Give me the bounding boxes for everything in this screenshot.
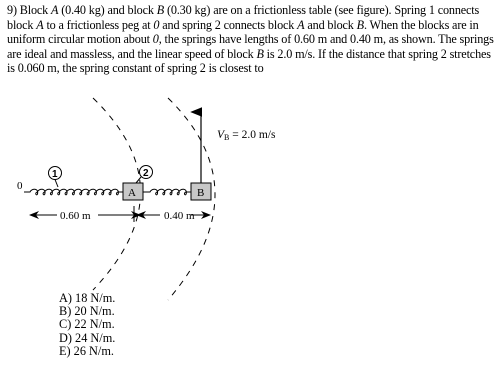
answer-choices: [59, 292, 115, 358]
block-b-ref-2: B: [356, 17, 364, 32]
block-b-ref-3: B: [256, 46, 264, 61]
and-word: and: [329, 32, 348, 47]
block-a-ref-3: A: [297, 17, 305, 32]
block-b-label: B: [197, 187, 205, 199]
question-text-7: , as shown. The springs are ideal and massless, and the linear speed of block: [7, 32, 494, 61]
choice-d[interactable]: D) 24 N/m.: [59, 330, 116, 345]
question-text-8: is 2.0 m/s. If the distance that spring 2 stretches is 0.060 m, the spring constant of spring 2 is closest to: [7, 46, 491, 76]
block-b-ref: B: [156, 3, 165, 17]
question-text-4: and block: [307, 17, 354, 32]
dimension-1-label: 0.60 m: [60, 210, 91, 222]
length-1: 0.60 m: [294, 32, 328, 47]
spring-2-number: 2: [143, 168, 149, 179]
velocity-label: [217, 129, 276, 142]
peg-label: 0: [17, 180, 23, 192]
question-text-1: are on a frictionless table (see figure). Spring 1 connects block: [7, 3, 480, 32]
spring-2: [143, 189, 191, 195]
choice-e[interactable]: E) 26 N/m.: [59, 343, 114, 358]
choice-c[interactable]: C) 22 N/m.: [59, 317, 115, 332]
block-a-mass: (0.40 kg): [61, 3, 105, 17]
peg-ref-2: 0: [152, 32, 159, 47]
question-text-6: , the springs have lengths of: [158, 32, 292, 47]
question-text: 9) Block A (0.40 kg) and block B (0.30 kg) are on a frictionless table (see figure). Spring 1 connects block A to a frictionless peg at 0 and spring 2 connects block A and block B. When the blocks are in uniform circular motion about 0, the springs have lengths of 0.60 m and 0.40 m, as shown. The springs are ideal and massless, and the linear speed of block B is 2.0 m/s. If the distance that spring 2 stretches is 0.060 m, the spring constant of spring 2 is closest to: [7, 3, 494, 76]
block-b-mass: (0.30 kg): [166, 3, 211, 17]
peg-ref: 0: [153, 17, 160, 32]
choice-b[interactable]: B) 20 N/m.: [59, 304, 115, 319]
velocity-value: = 2.0 m/s: [229, 129, 276, 141]
dimension-2-label: 0.40 m: [164, 210, 195, 222]
spring-1-number: 1: [52, 169, 58, 180]
block-a-label: A: [128, 187, 136, 199]
block-a-ref: A: [51, 3, 59, 17]
block-a-ref-2: A: [36, 17, 44, 32]
choice-a[interactable]: A) 18 N/m.: [59, 291, 116, 305]
question-text-2: to a frictionless peg at: [46, 17, 151, 32]
question-text-5: . When the blocks are in uniform circular motion about: [7, 17, 479, 47]
length-2: 0.40 m: [350, 32, 383, 47]
velocity-symbol: V: [217, 129, 225, 141]
spring-1: [24, 189, 123, 195]
question-text-3: and spring 2 connects block: [162, 17, 295, 32]
question-number: 9): [7, 3, 17, 17]
velocity-subscript: B: [224, 133, 230, 142]
